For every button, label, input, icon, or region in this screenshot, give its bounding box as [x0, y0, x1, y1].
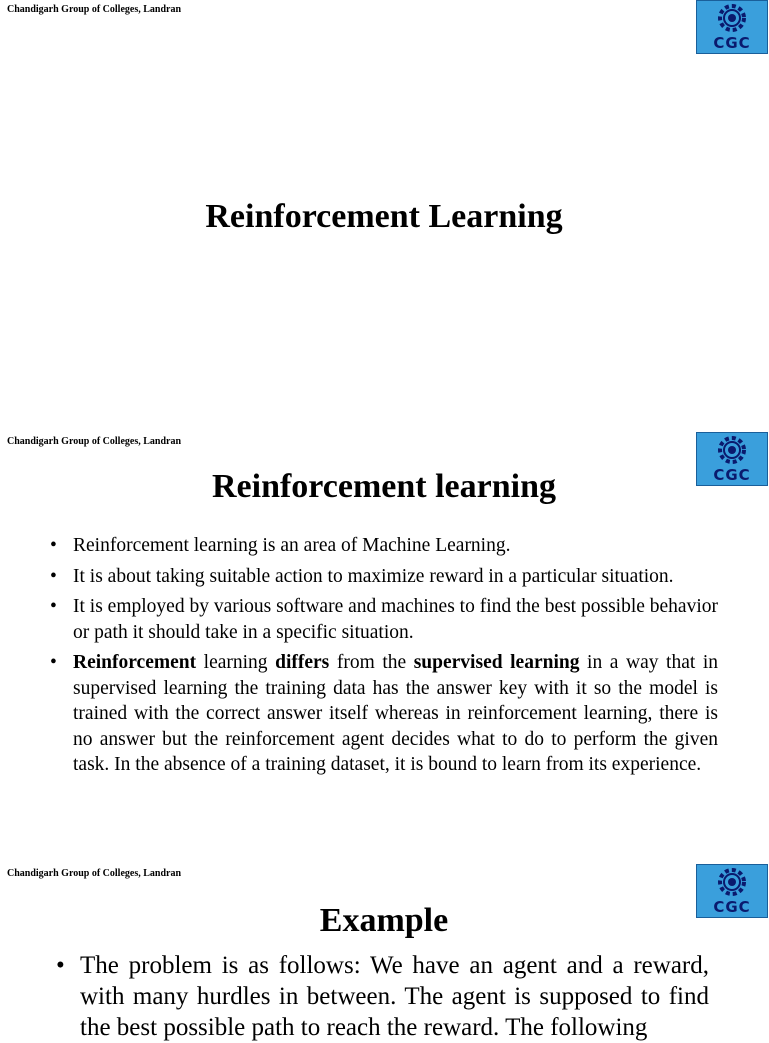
bullet-icon: •: [50, 535, 57, 556]
bullet-icon: •: [50, 565, 57, 587]
list-item: [50, 533, 718, 559]
cgc-logo: [696, 0, 768, 54]
bold-term: differs: [275, 652, 330, 673]
bullet-list: [56, 950, 709, 1043]
list-item: [56, 950, 709, 1043]
logo-text: CGC: [713, 34, 751, 52]
bullet-list: [50, 533, 718, 783]
bullet-icon: •: [56, 952, 65, 979]
college-name: Chandigarh Group of Colleges, Landran: [7, 4, 182, 15]
bold-term: Reinforcement: [73, 652, 197, 673]
gear-icon: [697, 433, 769, 467]
bullet-text: Reinforcement learning is an area of Machine Learning.: [73, 535, 511, 556]
bullet-text: [73, 652, 718, 775]
bullet-text: It is about taking suitable action to maximize reward in a particular situation.: [73, 565, 674, 587]
slide-2: [0, 432, 768, 864]
list-item: [50, 594, 718, 645]
list-item: [50, 564, 718, 590]
list-item: [50, 650, 718, 778]
gear-icon: [697, 1, 769, 35]
text-run: from the: [329, 652, 414, 673]
bullet-icon: •: [50, 652, 57, 673]
bullet-icon: •: [50, 596, 57, 617]
logo-text: CGC: [713, 466, 751, 484]
slide-title: Reinforcement Learning: [205, 198, 563, 235]
text-run: in a way that in supervised learning the training data has the answer key with it so the model is trained with the correct answer itself whereas in reinforcement learning, there is no answer but the reinforcement agent decides what to do to perform the given task. In the absence of a training dataset, it is bound to learn from its experience.: [73, 652, 719, 775]
text-run: learning: [196, 652, 276, 673]
slide-title: Example: [319, 902, 449, 939]
logo-text: CGC: [713, 898, 751, 916]
bullet-text: The problem is as follows: We have an agent and a reward, with many hurdles in between. The agent is supposed to find the best possible path to reach the reward. The following: [80, 952, 709, 1041]
slide-title: Reinforcement learning: [211, 468, 557, 505]
college-name: Chandigarh Group of Colleges, Landran: [7, 436, 182, 447]
college-name: Chandigarh Group of Colleges, Landran: [7, 868, 182, 879]
bold-term: supervised learning: [413, 652, 580, 673]
bullet-text: It is employed by various software and machines to find the best possible behavior or path it should take in a specific situation.: [73, 596, 718, 643]
slide-1: [0, 0, 768, 432]
gear-icon: [697, 865, 769, 899]
slide-3: [0, 864, 768, 1041]
